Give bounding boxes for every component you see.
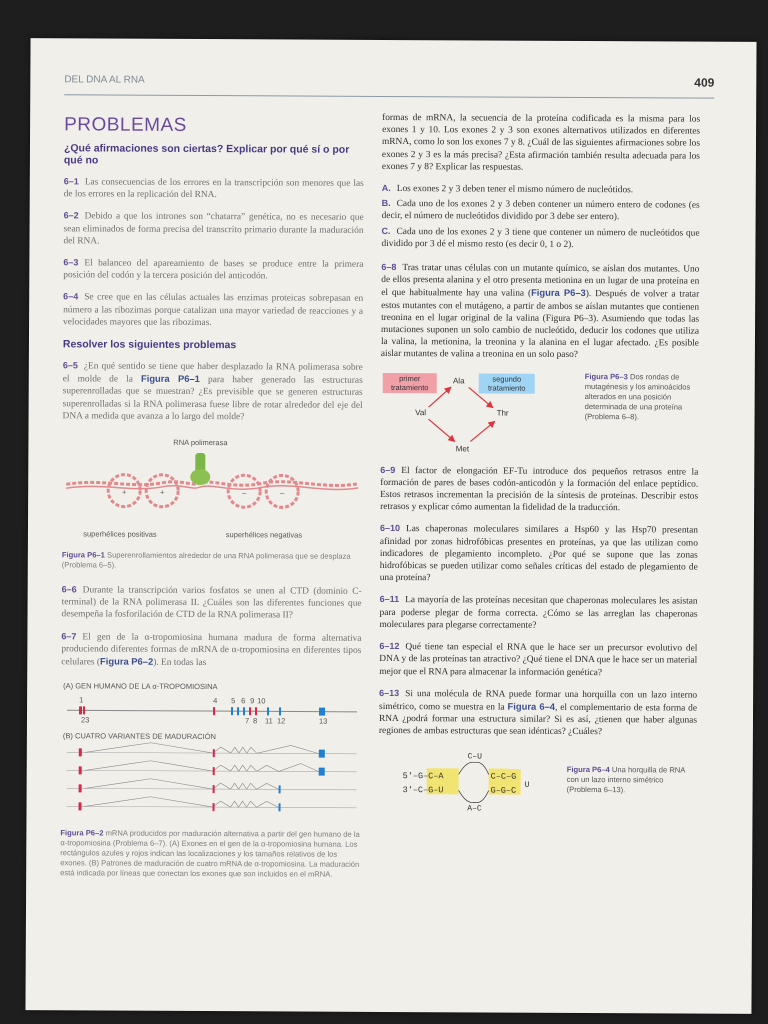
question-6-12 — [379, 641, 697, 679]
question-text-cont: ). Después de volver a tratar estos mutantes con el mutágeno, a partir de ambos se aíslan mutantes que contienen treonina en el lugar original de la valina (Figura P6–3). Asumiendo que todas las mutaciones suponen un solo cambio de nucleótido, deducir los codones que utiliza la valina, la metionina, la treonina y la alanina en el lugar afectado. ¿Es posible aislar mutantes de valina a treonina en un solo paso? — [380, 289, 700, 361]
exon-blue — [279, 708, 281, 716]
splice-variant-1 — [67, 743, 357, 759]
question-number: 6–11 — [379, 594, 400, 605]
running-title: DEL DNA AL RNA — [64, 74, 145, 86]
question-text: Se cree que en las células actuales las enzimas proteicas sobrepasan en número a las ribozimas porque catalizan una mayor variedad de reacciones y a velocidades mayores que las ribozimas. — [63, 292, 364, 328]
caption-figure-number: Figura P6–1 — [61, 550, 105, 560]
exon-number: 6 — [241, 696, 246, 706]
option-text: Cada uno de los exones 2 y 3 deben contener un número entero de codones (es decir, el número de nucleótidos dividido por 3 debe ser entero). — [381, 199, 700, 223]
page-header — [64, 72, 714, 98]
question-6-8 — [381, 262, 700, 362]
caption-text: Dos rondas de mutagénesis y los aminoácidos alterados en una posición determinada de una proteína (Problema 6–8). — [584, 371, 691, 421]
question-text: Qué tiene tan especial el RNA que le hace ser un precursor evolutivo del DNA y de las proteínas tan atractivo? ¿Qué tiene el DNA que le hace ser un material mejor que el RNA para almacenar la información genética? — [379, 642, 698, 678]
first-treatment-label: primer — [399, 373, 421, 383]
figure-p6-1-caption — [62, 550, 362, 572]
figure-p6-3 — [380, 371, 698, 457]
amino-acid-ala: Ala — [452, 375, 465, 386]
question-text-cont: ). En todas las — [153, 657, 207, 669]
question-number: 6–2 — [63, 210, 79, 221]
amino-acid-val: Val — [415, 407, 427, 417]
question-6-13 — [379, 688, 697, 739]
second-treatment-label: tratamiento — [487, 383, 526, 393]
question-6-6 — [61, 584, 361, 622]
exon-blue — [231, 707, 233, 715]
positive-supercoils-label: superhélices positivas — [83, 529, 157, 539]
exon-red — [83, 707, 85, 715]
question-text-cont: para haber generado las estructuras superenrolladas que se muestran? ¿Es previsible que se generen estructuras superenrolladas si la RNA polimerasa fuese libre de rotar alrededor del eje del DNA a medida que avanza a lo largo del molde? — [62, 375, 363, 423]
exon-blue — [319, 768, 325, 776]
exon-red — [79, 749, 82, 757]
section-title: PROBLEMAS — [64, 114, 187, 136]
exon-number: 12 — [276, 716, 286, 726]
question-text-cont: , el complementario de esta forma de RNA ¿podrá formar una estructura similar? Si es así, ¿tienen que haber algunas regiones de ambas estructuras que sean idénticas? ¿Cuáles? — [378, 702, 698, 738]
question-number: 6–10 — [379, 523, 401, 534]
minus-sign: – — [280, 488, 285, 498]
exon-number: 4 — [213, 696, 218, 706]
splice-junctions — [85, 761, 319, 772]
loop-top: C–U — [467, 751, 483, 761]
exon-blue — [279, 786, 281, 794]
question-6-2 — [63, 211, 363, 249]
loop-bottom: A–C — [467, 803, 482, 813]
internal-loop-bottom — [459, 790, 489, 802]
figure-p6-1 — [62, 432, 363, 552]
second-treatment-label: segundo — [492, 374, 522, 384]
splice-junctions — [85, 797, 279, 808]
caption-text: Una horquilla de RNA con un lazo interno simétrico (Problema 6–13). — [566, 764, 685, 794]
panel-b-label: (B) CUATRO VARIANTES DE MADURACIÓN — [62, 731, 216, 742]
caption-text: mRNA producidos por maduración alternativa a partir del gen humano de la α-tropomiosina (Problema 6–7). (A) Exones en el gen de la α-tropomiosina humana. Los rectángulos azules y rojos indican las localizaciones y los tamaños relativos de los exones. (B) Patrones de maduración de cuatro mRNA de α-tropomiosina. La maduración está indicada por líneas que conectan los exones que son incluidos en el mRNA. — [60, 828, 360, 879]
exon-blue — [319, 708, 325, 716]
question-6-10 — [380, 523, 698, 586]
question-text: El balanceo del apareamiento de bases se produce entre la primera posición del codón y la tercera posición del anticodón. — [63, 258, 364, 282]
exon-number: 23 — [80, 715, 90, 725]
exon-number: 9 — [250, 696, 255, 706]
exon-number: 1 — [79, 695, 84, 705]
negative-supercoils-label: superhélices negativas — [225, 530, 303, 540]
internal-loop-top — [459, 762, 489, 774]
question-number: 6–4 — [63, 291, 79, 302]
exon-red — [79, 767, 82, 775]
caption-text: Superenrollamientos alrededor de una RNA polimerasa que se desplaza (Problema 6–5). — [61, 550, 351, 570]
supercoil-diagram — [62, 432, 363, 552]
exon-red — [79, 707, 82, 715]
gene-line — [67, 711, 357, 713]
splice-junctions — [85, 779, 279, 790]
rna-hairpin-diagram — [400, 748, 550, 823]
question-text: El factor de elongación EF-Tu introduce dos pequeños retrasos entre la formación de pares de bases codón-anticodón y la formación del enlace peptídico. Estos retrasos incrementan la precisión de la síntesis de proteínas. Describir estos retrasos y explicar cómo aumentan la fidelidad de la traducción. — [380, 465, 699, 514]
splice-variant-3 — [67, 779, 357, 795]
subheading-solve: Resolver los siguientes problemas — [62, 338, 237, 352]
figure-p6-3-caption — [585, 372, 697, 423]
option-text: Los exones 2 y 3 deben tener el mismo número de nucleótidos. — [396, 184, 634, 196]
figure-reference: Figura P6–1 — [140, 372, 200, 385]
amino-acid-thr: Thr — [496, 408, 509, 418]
right-column — [378, 112, 700, 823]
textbook-page — [25, 38, 756, 1014]
figure-p6-4 — [378, 747, 696, 823]
option-b — [382, 198, 700, 224]
exon-blue — [319, 750, 325, 758]
left-column — [60, 110, 364, 880]
exon-blue — [237, 707, 239, 715]
exon-red — [79, 803, 82, 811]
question-6-11 — [379, 594, 697, 632]
question-number: 6–7 — [61, 630, 77, 642]
polymerase-label: RNA polimerasa — [173, 437, 228, 448]
rna-polymerase — [190, 469, 210, 485]
plus-sign: + — [121, 487, 127, 497]
splicing-diagram — [60, 679, 361, 831]
splice-junctions — [85, 743, 319, 754]
question-number: 6–1 — [63, 176, 79, 187]
question-text: Las consecuencias de los errores en la transcripción son menores que las de los errores en la replicación del RNA. — [63, 177, 364, 201]
figure-reference: Figura P6–3 — [531, 287, 586, 299]
figure-p6-2 — [60, 679, 361, 831]
figure-reference: Figura P6–2 — [100, 655, 154, 667]
option-text: Cada uno de los exones 2 y 3 tiene que contener un número de nucleótidos que dividido por 3 dé el mismo resto (es decir 0, 1 o 2). — [381, 226, 700, 250]
exon-red — [213, 785, 215, 793]
question-text: Las chaperonas moleculares similares a Hsp60 y las Hsp70 presentan afinidad por zonas hidrofóbicas presentes en proteínas, ya que las utilizan como indicadores de plegamiento incompleto. ¿Por qué se supone que las zonas hidrofóbicas se pueden utilizar como señales críticas del estado de plegamiento de una proteína? — [379, 524, 699, 584]
strand-5-prime: 5'–G–C–A — [402, 770, 444, 781]
arrow-val-to-met — [428, 419, 454, 441]
subheading-true-false: ¿Qué afirmaciones son ciertas? Explicar por qué sí o por qué no — [63, 142, 350, 167]
loop-right: U — [524, 780, 530, 790]
question-6-4 — [63, 292, 363, 330]
first-treatment-label: tratamiento — [390, 382, 429, 392]
question-6-7-continued: formas de mRNA, la secuencia de la proteína codificada es la misma para los exones 1 y 10. Los exones 2 y 3 son exones alternativos utilizados en diferentes mRNA, como lo son los exones 7 y 8. ¿Cuál de las siguientes afirmaciones sobre los exones 2 y 3 es la más precisa? ¿Esta afirmación también resulta adecuada para los exones 7 y 8? Explicar las respuestas. — [381, 112, 701, 173]
exon-red — [213, 749, 215, 757]
page-number: 409 — [694, 75, 715, 90]
question-number: 6–9 — [380, 464, 396, 475]
question-6-3 — [63, 257, 363, 283]
exon-blue — [267, 708, 269, 716]
question-text: Si una molécula de RNA puede formar una horquilla con un lazo interno simétrico, como se muestra en la — [379, 688, 698, 713]
amino-acid-met: Met — [455, 443, 470, 454]
exon-number: 13 — [318, 716, 328, 726]
exon-number: 10 — [257, 696, 266, 706]
splice-variant-4 — [67, 797, 357, 813]
option-letter: A. — [381, 182, 391, 194]
question-6-7 — [61, 631, 361, 670]
panel-a-label: (A) GEN HUMANO DE LA α-TROPOMIOSINA — [63, 681, 218, 692]
caption-figure-number: Figura P6–4 — [566, 764, 610, 774]
option-c — [381, 226, 699, 252]
exon-red — [213, 803, 215, 811]
question-number: 6–3 — [63, 257, 79, 268]
question-number: 6–8 — [381, 261, 397, 273]
question-text: Durante la transcripción varios fosfatos se unen al CTD (dominio C-terminal) de la RNA polimerasa II. ¿Cuáles son las diferentes funciones que desempeña la fosforilación de CTD de la RNA polimerasa II? — [61, 585, 362, 621]
strand-3-prime: 3'–C–G–U — [402, 784, 444, 795]
mutagenesis-diagram — [380, 371, 550, 456]
question-number: 6–5 — [62, 360, 78, 371]
question-text: Tras tratar unas células con un mutante químico, se aíslan dos mutantes. Uno de ellos presenta alanina y el otro presenta metionina en un lugar de una proteína en el que habitualmente hay una valina ( — [381, 263, 700, 300]
exon-blue — [243, 707, 245, 715]
question-text: La mayoría de las proteínas necesitan que chaperonas moleculares les asistan para poderse plegar de forma correcta. ¿Cómo se las arreglan las chaperonas moleculares para plegarse correctamente? — [379, 595, 698, 631]
exon-number: 8 — [252, 716, 258, 726]
question-text: ¿En qué sentido se tiene que haber desplazado la RNA polimerasa sobre el molde de la — [62, 361, 363, 385]
exon-number: 11 — [264, 716, 273, 726]
minus-sign: – — [242, 488, 247, 498]
option-letter: C. — [381, 225, 391, 236]
arrow-met-to-thr — [470, 421, 494, 441]
figure-reference: Figura 6–4 — [507, 700, 556, 712]
stem-right-top: C–C–G — [490, 771, 517, 782]
caption-figure-number: Figura P6–3 — [584, 371, 628, 381]
exon-red — [213, 707, 215, 715]
caption-figure-number: Figura P6–2 — [60, 828, 104, 838]
question-number: 6–13 — [379, 687, 400, 698]
exon-red — [255, 708, 257, 716]
option-a — [382, 183, 700, 197]
exon-blue — [279, 804, 281, 812]
question-6-1 — [64, 176, 364, 202]
exon-red — [79, 785, 82, 793]
question-text: Debido a que los intrones son “chatarra” genética, no es necesario que sean eliminados de forma precisa del transcrito primario durante la maduración del RNA. — [63, 211, 364, 247]
question-text: El gen de la α-tropomiosina humana madura de forma alternativa produciendo diferentes formas de mRNA de α-tropomiosina en diferentes tipos celulares ( — [61, 632, 362, 668]
question-number: 6–12 — [379, 641, 400, 652]
exon-number: 7 — [244, 716, 250, 726]
figure-p6-4-caption — [567, 764, 695, 795]
exon-red — [213, 767, 215, 775]
question-number: 6–6 — [61, 584, 77, 595]
option-letter: B. — [381, 198, 391, 209]
stem-right-bottom: G–G–C — [490, 785, 517, 796]
plus-sign: + — [159, 487, 165, 497]
exon-red — [249, 708, 251, 716]
exon-number: 5 — [231, 696, 236, 706]
question-6-5 — [63, 360, 363, 424]
splice-variant-2 — [67, 761, 357, 777]
question-6-9 — [380, 465, 698, 515]
figure-p6-2-caption — [60, 829, 360, 881]
